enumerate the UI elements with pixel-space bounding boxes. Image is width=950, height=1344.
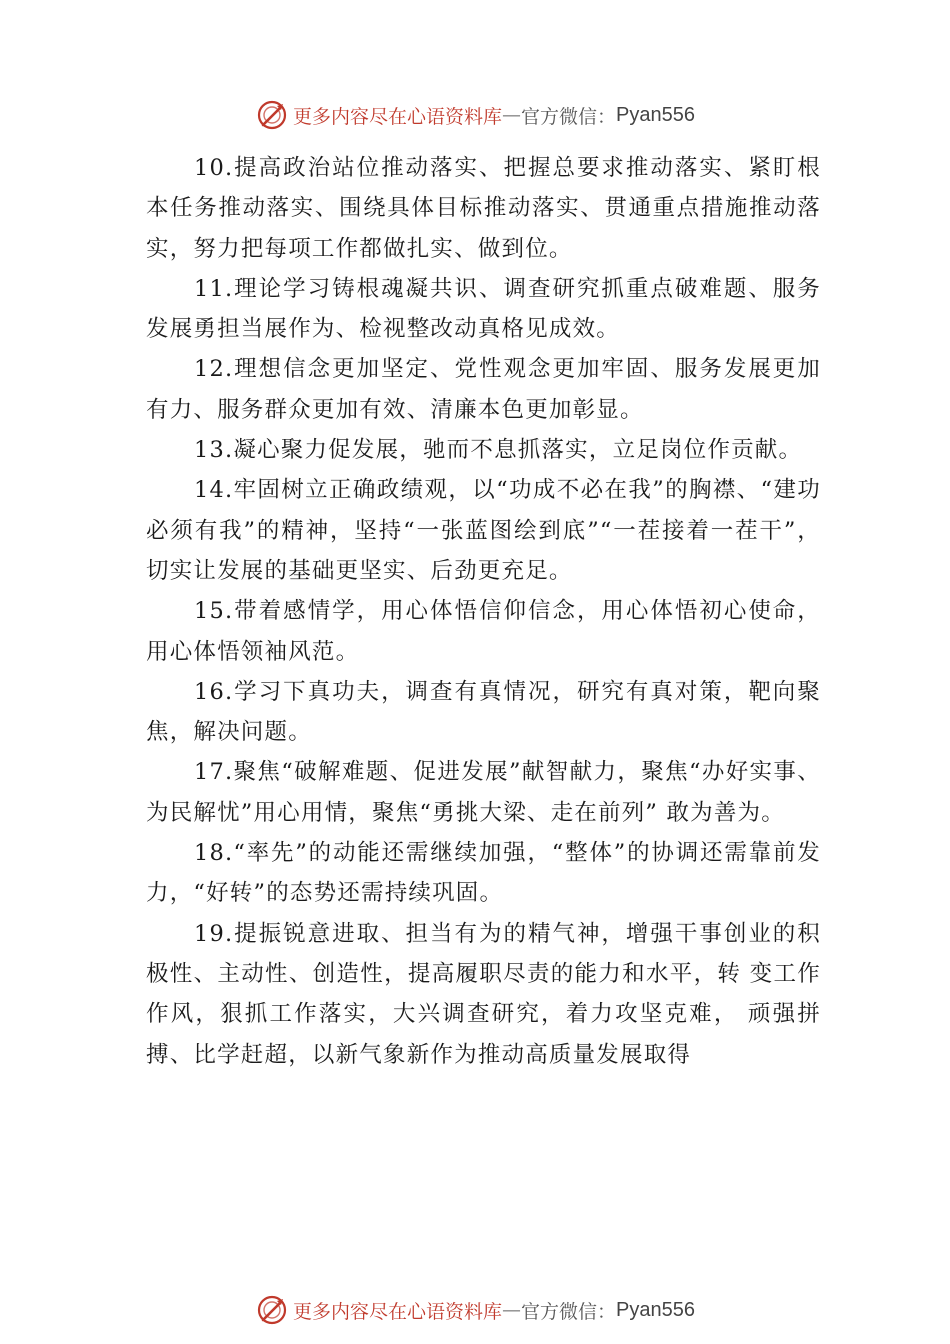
header-wechat-label: 官方微信： [521, 105, 617, 128]
footer-wechat-id: Pyan556 [616, 1298, 695, 1321]
paragraph-17: 17.聚焦“破解难题、促进发展”献智献力，聚焦“办好实事、为民解忧”用心用情，聚焦“勇挑大梁、走在前列” 敢为善为。 [146, 759, 821, 826]
header-brand-text: 更多内容尽在心语资料库 [293, 105, 503, 128]
paragraph-14: 14.牢固树立正确政绩观，以“功成不必在我”的胸襟、“建功必须有我”的精神，坚持“一张蓝图绘到底”“一茬接着一茬干”，切实让发展的基础更坚实、后劲更充足。 [146, 477, 821, 584]
paragraph-18: 18.“率先”的动能还需继续加强，“整体”的协调还需靠前发力，“好转”的态势还需持续巩固。 [146, 840, 821, 907]
header-separator: — [502, 104, 522, 126]
paragraph-15: 15.带着感情学，用心体悟信仰信念，用心体悟初心使命，用心体悟领袖风范。 [146, 598, 821, 665]
footer-wechat-label: 官方微信： [521, 1300, 617, 1323]
paragraph-12: 12.理想信念更加坚定、党性观念更加牢固、服务发展更加有力、服务群众更加有效、清廉本色更加彰显。 [146, 356, 821, 423]
paragraph-10: 10.提高政治站位推动落实、把握总要求推动落实、紧盯根本任务推动落实、围绕具体目标推动落实、贯通重点措施推动落实，努力把每项工作都做扎实、做到位。 [146, 155, 821, 262]
footer-separator: — [502, 1299, 522, 1321]
seal-logo-icon [255, 1293, 289, 1327]
document-body [146, 148, 821, 1075]
paragraph-19: 19.提振锐意进取、担当有为的精气神，增强干事创业的积极性、主动性、创造性，提高履职尽责的能力和水平，转 变工作作风，狠抓工作落实，大兴调查研究，着力攻坚克难， 顽强拼搏、比学赶超，以新气象新作为推动高质量发展取得 [146, 920, 821, 1068]
footer-banner [0, 1290, 950, 1330]
seal-logo-icon [255, 98, 289, 132]
paragraph-16: 16.学习下真功夫，调查有真情况，研究有真对策，靶向聚焦，解决问题。 [146, 678, 821, 746]
header-banner [0, 95, 950, 135]
header-wechat-id: Pyan556 [616, 103, 695, 126]
paragraph-11: 11.理论学习铸根魂凝共识、调查研究抓重点破难题、服务发展勇担当展作为、检视整改动真格见成效。 [146, 275, 821, 343]
paragraph-13: 13.凝心聚力促发展，驰而不息抓落实，立足岗位作贡献。 [194, 437, 803, 464]
footer-brand-text: 更多内容尽在心语资料库 [293, 1300, 503, 1323]
